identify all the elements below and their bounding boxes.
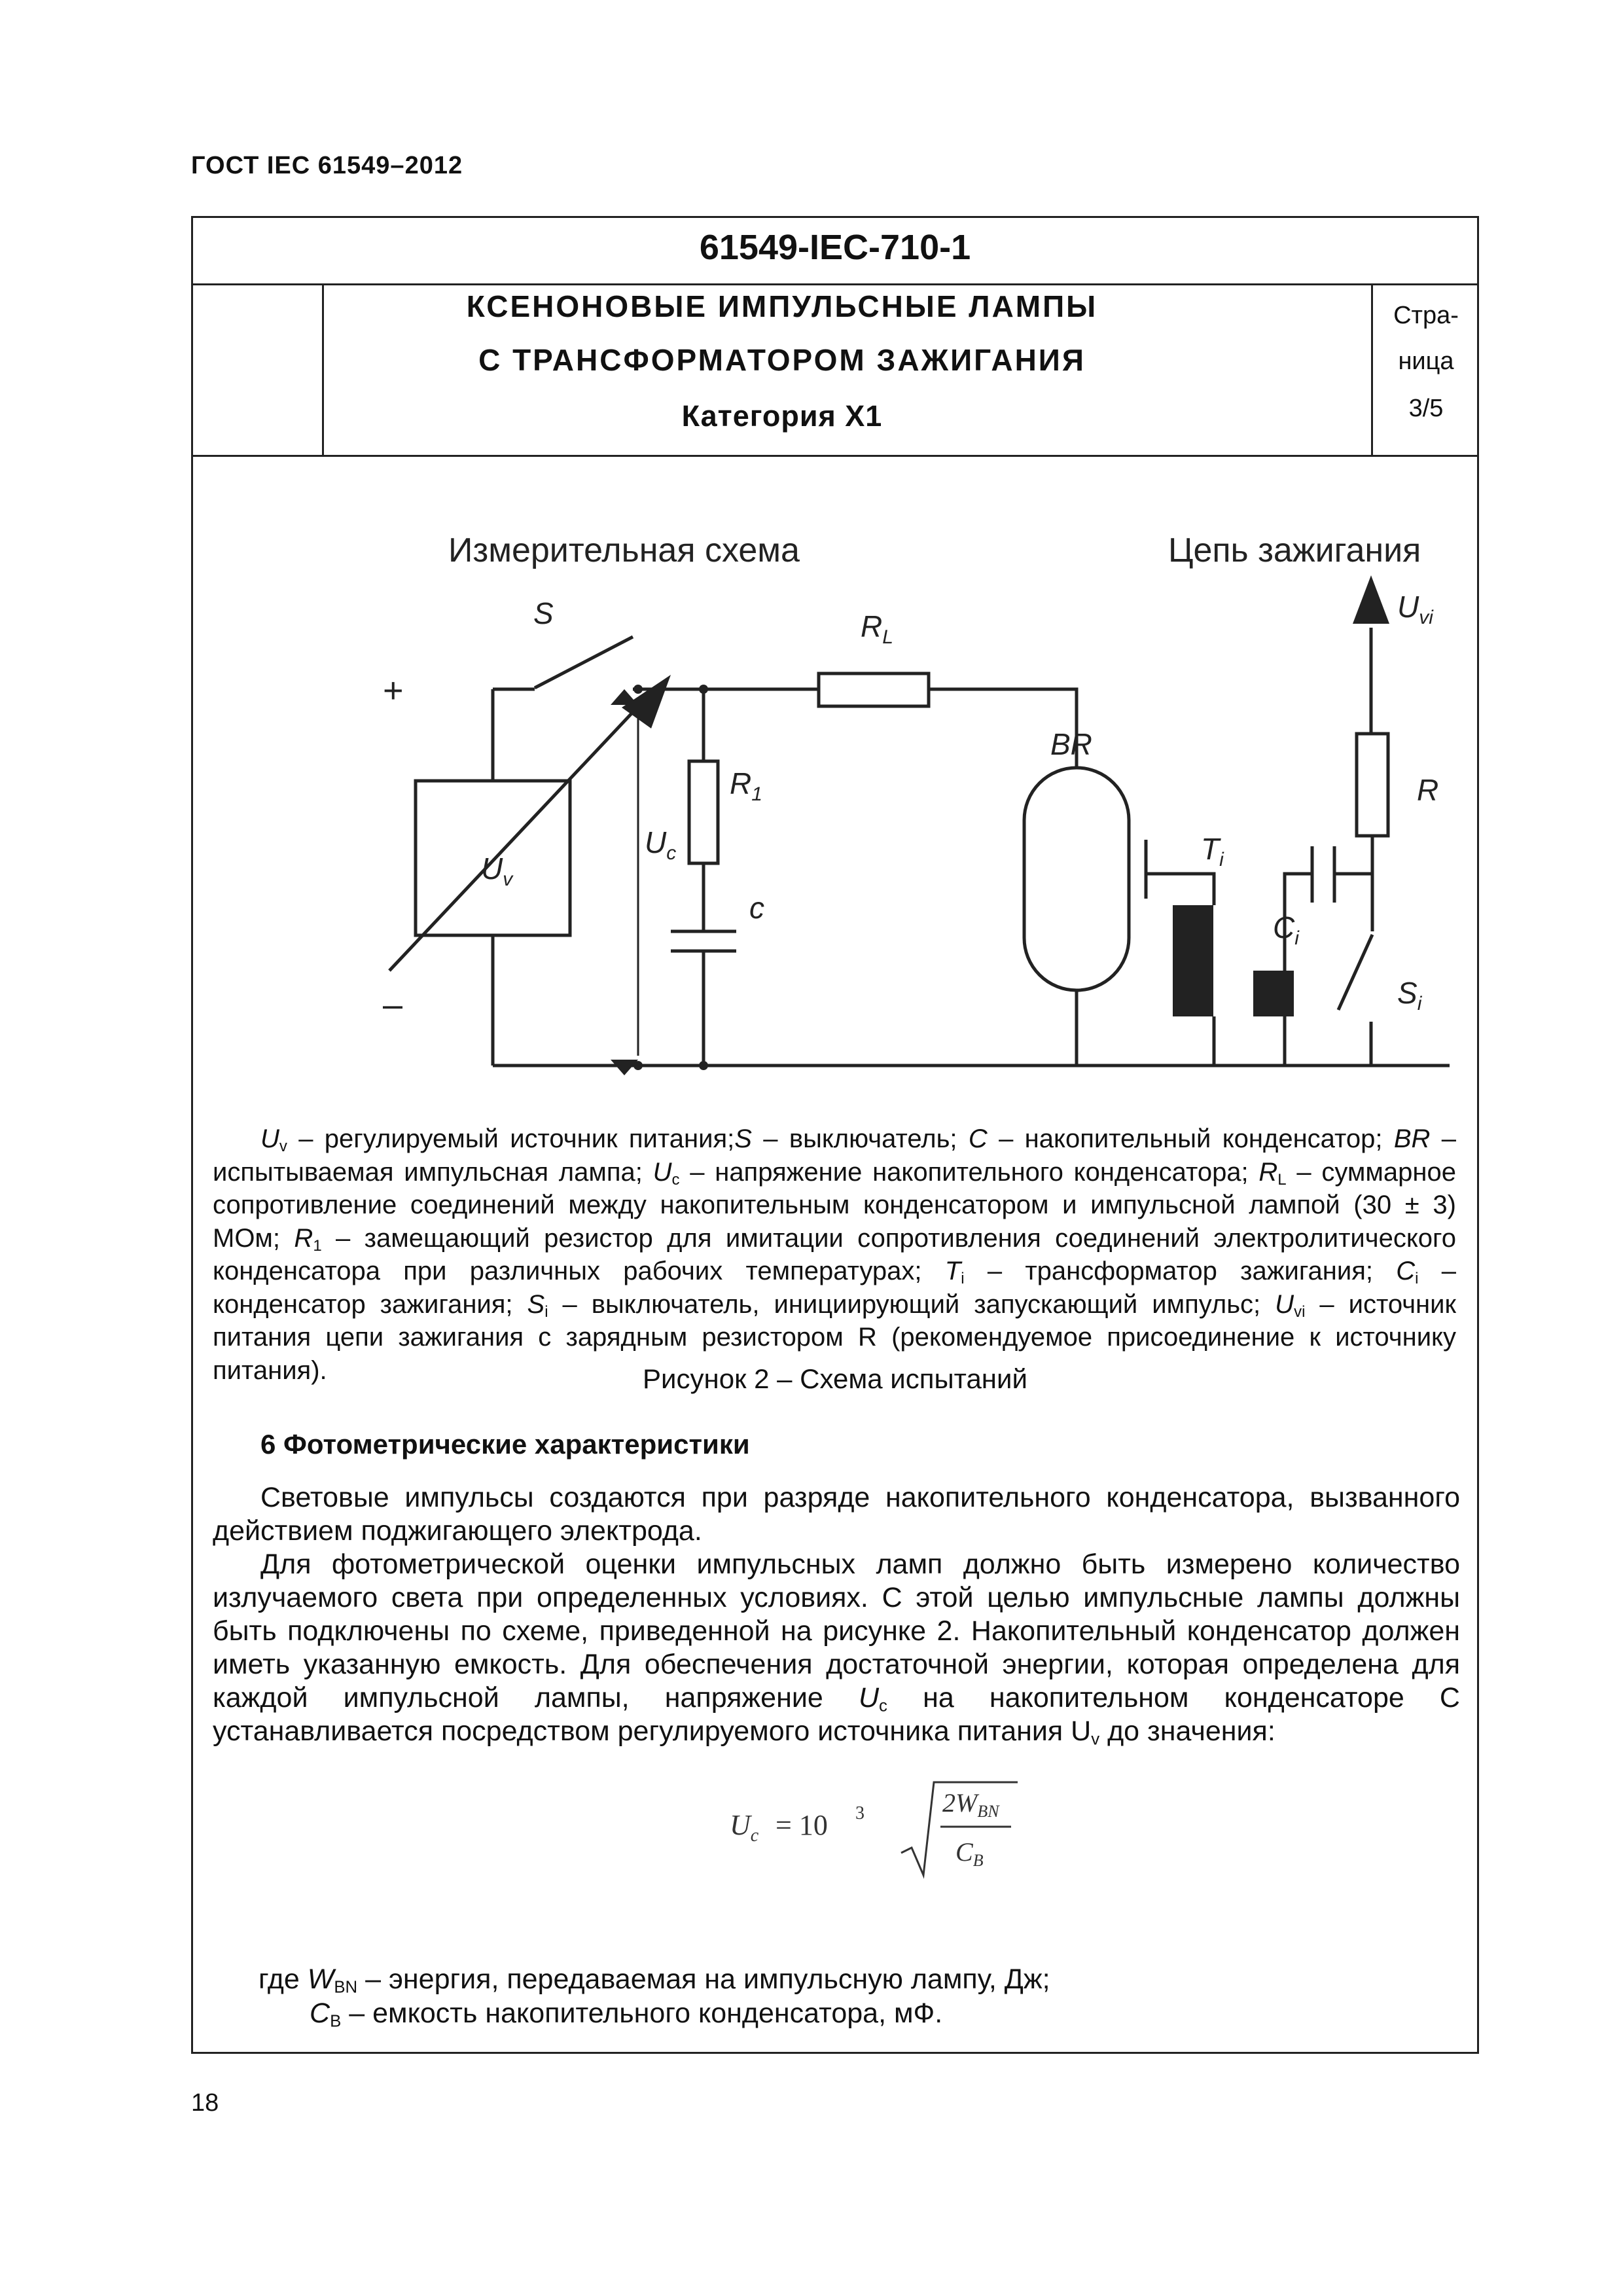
minus-sign: – <box>383 985 403 1024</box>
formula-lhs: $U_c$ <box>730 1809 759 1846</box>
label-s: S <box>533 596 554 630</box>
sheet-title-line1: КСЕНОНОВЫЕ ИМПУЛЬСНЫЕ ЛАМПЫ <box>466 289 1098 323</box>
standard-sheet-frame <box>191 216 1479 2054</box>
page-label-2: ница <box>1398 348 1454 375</box>
label-ci: $C_i$ <box>1273 910 1299 949</box>
definition-w: где $W_{BN}$ – энергия, передаваемая на импульсную лампу, Дж; <box>259 1964 1050 1997</box>
document-header: ГОСТ IEC 61549–2012 <box>191 152 463 179</box>
resistor-r <box>1357 734 1388 836</box>
formula-numerator: $2W_{BN}$ <box>942 1788 999 1821</box>
resistor-r1 <box>689 761 718 863</box>
label-uv: $U_v$ <box>481 852 513 890</box>
label-r1: $R_1$ <box>730 766 762 805</box>
formula-eq: = 10 <box>776 1809 828 1841</box>
section-body <box>213 1481 1460 1748</box>
figure-caption: Рисунок 2 – Схема испытаний <box>643 1363 1027 1394</box>
figure-legend: $U_v$ – регулируемый источник питания;S – выключатель; C – накопительный конденсатор; BR – испытываемая импульсная лампа; $U_c$ – напряжение накопительного конденсатора; $R_L$ – суммарное сопротивление соединений между накопительным конденсатором и импульсной лампой (30 ± 3) МОм; $R_1$ – замещающий резистор для имитации сопротивления соединений электролитического конденсатора при различных рабочих температурах; $T_i$ – трансформатор зажигания; $C_i$ – конденсатор зажигания; $S_i$ – выключатель, инициирующий запускающий импульс; $U_{vi}$ – источник питания цепи зажигания с зарядным резистором R (рекомендуемое присоединение к источнику питания). <box>213 1124 1456 1385</box>
transformer-secondary-core <box>1253 971 1294 1016</box>
label-ti: $T_i$ <box>1201 832 1224 870</box>
uvi-arrow-head <box>1353 575 1389 624</box>
paragraph: Для фотометрической оценки импульсных ламп должно быть измерено количество излучаемого света при определенных условиях. С этой целью импульсные лампы должны быть подключены по схеме, приведенной на рисунке 2. Накопительный конденсатор должен иметь указанную емкость. Для обеспечения достаточной энергии, которая определена для каждой импульсной лампы, напряжение $U_c$ на накопительном конденсаторе С устанавливается посредством регулируемого источника питания $U_v$ до значения: <box>213 1549 1460 1749</box>
voltage-formula <box>730 1776 1149 1880</box>
label-uc: $U_c$ <box>645 825 677 864</box>
label-ignition-circuit: Цепь зажигания <box>1168 531 1421 569</box>
section-heading: 6 Фотометрические характеристики <box>260 1429 750 1460</box>
label-c: c <box>749 891 764 925</box>
resistor-rl <box>819 673 929 706</box>
switch-s-blade <box>535 637 633 688</box>
sheet-code: 61549-IEC-710-1 <box>699 228 971 267</box>
label-uvi: $U_{vi}$ <box>1397 590 1433 628</box>
label-br: BR <box>1050 727 1092 761</box>
label-r: R <box>1417 773 1439 807</box>
page-value: 3/5 <box>1408 395 1444 422</box>
transformer-primary-core <box>1173 905 1213 1016</box>
label-rl: $R_L$ <box>861 609 893 648</box>
formula-denominator: $C_B$ <box>955 1837 984 1870</box>
test-circuit-diagram <box>363 512 1515 1102</box>
divider <box>193 455 1477 457</box>
switch-si-blade <box>1338 935 1372 1010</box>
page-label-1: Стра- <box>1393 302 1459 329</box>
symbol-definitions <box>259 1962 1050 2030</box>
definition-c: $C_B$ – емкость накопительного конденсатора, мФ. <box>310 1998 943 2031</box>
formula-exp: 3 <box>855 1803 865 1823</box>
label-measure-circuit: Измерительная схема <box>448 531 800 569</box>
divider <box>193 283 1477 285</box>
label-si: $S_i$ <box>1397 976 1422 1014</box>
sheet-category: Категория X1 <box>681 399 883 433</box>
sheet-title-line2: С ТРАНСФОРМАТОРОМ ЗАЖИГАНИЯ <box>478 343 1086 377</box>
paragraph: Световые импульсы создаются при разряде накопительного конденсатора, вызванного действием поджигающего электрода. <box>213 1482 1460 1547</box>
adjust-arrow <box>389 689 654 971</box>
flash-lamp-br <box>1024 768 1129 990</box>
page-number: 18 <box>191 2089 219 2117</box>
plus-sign: + <box>383 671 404 710</box>
